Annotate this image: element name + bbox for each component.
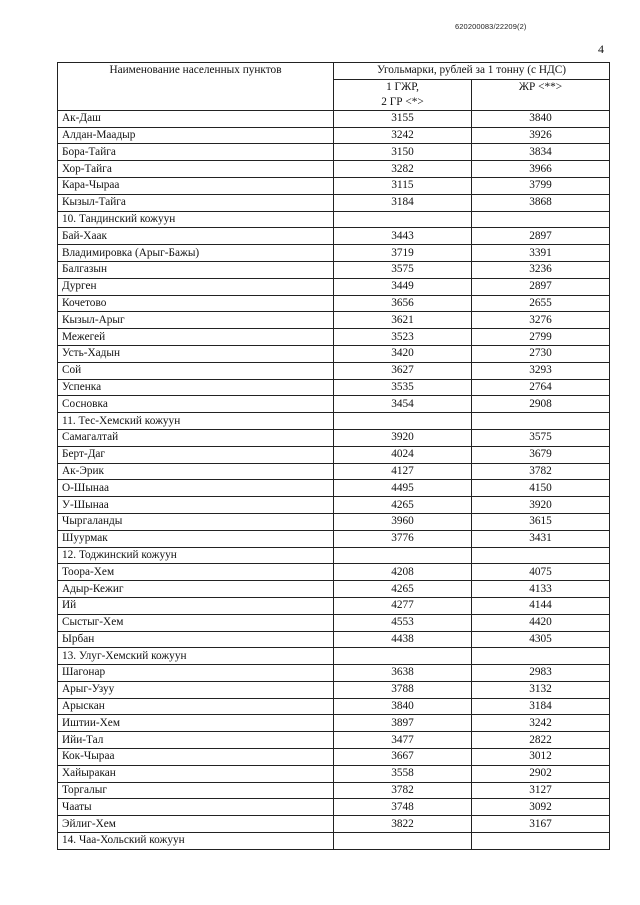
table-row: [58, 144, 610, 161]
settlement-name: Шуурмак: [58, 530, 334, 547]
header-grade-1: [334, 79, 472, 110]
settlement-name: Иштии-Хем: [58, 715, 334, 732]
price-grade-2: 2897: [472, 278, 610, 295]
price-grade-1: 3748: [334, 799, 472, 816]
price-grade-1: 3420: [334, 345, 472, 362]
price-table: [57, 62, 610, 850]
price-grade-1: 4208: [334, 564, 472, 581]
section-row: [58, 833, 610, 850]
price-grade-2: 3834: [472, 144, 610, 161]
settlement-name: Кочетово: [58, 295, 334, 312]
price-grade-1: 3184: [334, 194, 472, 211]
price-grade-1: 3822: [334, 816, 472, 833]
table-row: [58, 765, 610, 782]
table-row: [58, 480, 610, 497]
settlement-name: Владимировка (Арыг-Бажы): [58, 245, 334, 262]
table-row: [58, 429, 610, 446]
empty-cell: [334, 833, 472, 850]
price-grade-2: 4150: [472, 480, 610, 497]
table-row: [58, 245, 610, 262]
table-row: [58, 698, 610, 715]
price-grade-2: 3966: [472, 161, 610, 178]
settlement-name: Сосновка: [58, 396, 334, 413]
table-row: [58, 614, 610, 631]
table-row: [58, 681, 610, 698]
empty-cell: [334, 648, 472, 665]
table-row: [58, 177, 610, 194]
price-grade-2: 3431: [472, 530, 610, 547]
table-row: [58, 127, 610, 144]
price-grade-1: 3627: [334, 362, 472, 379]
settlement-name: Ырбан: [58, 631, 334, 648]
settlement-name: Чыргаланды: [58, 513, 334, 530]
price-grade-2: 2983: [472, 665, 610, 682]
header-settlement-name: Наименование населенных пунктов: [58, 63, 334, 111]
settlement-name: Эйлиг-Хем: [58, 816, 334, 833]
settlement-name: Торгалыг: [58, 782, 334, 799]
page-number: 4: [598, 42, 604, 56]
settlement-name: Алдан-Маадыр: [58, 127, 334, 144]
table-row: [58, 799, 610, 816]
price-grade-2: 3926: [472, 127, 610, 144]
document-id: 620200083/22209(2): [455, 22, 527, 31]
settlement-name: Берт-Даг: [58, 446, 334, 463]
table-row: [58, 161, 610, 178]
section-label: 14. Чаа-Хольский кожуун: [58, 833, 334, 850]
section-label: 13. Улуг-Хемский кожуун: [58, 648, 334, 665]
price-grade-2: 3092: [472, 799, 610, 816]
price-grade-1: 3150: [334, 144, 472, 161]
price-grade-1: 3782: [334, 782, 472, 799]
price-grade-2: 3391: [472, 245, 610, 262]
section-row: [58, 413, 610, 430]
price-grade-2: 3782: [472, 463, 610, 480]
settlement-name: Шагонар: [58, 665, 334, 682]
settlement-name: Межегей: [58, 329, 334, 346]
empty-cell: [334, 547, 472, 564]
price-grade-2: 3276: [472, 312, 610, 329]
price-grade-2: 4305: [472, 631, 610, 648]
price-grade-1: 3443: [334, 228, 472, 245]
empty-cell: [472, 648, 610, 665]
settlement-name: Кок-Чыраа: [58, 749, 334, 766]
price-grade-1: 3719: [334, 245, 472, 262]
price-grade-1: 3449: [334, 278, 472, 295]
price-grade-1: 4265: [334, 581, 472, 598]
price-grade-2: 4144: [472, 597, 610, 614]
empty-cell: [472, 833, 610, 850]
price-grade-2: 3293: [472, 362, 610, 379]
price-grade-1: 4127: [334, 463, 472, 480]
empty-cell: [334, 413, 472, 430]
table-row: [58, 597, 610, 614]
price-grade-1: 3897: [334, 715, 472, 732]
settlement-name: Бора-Тайга: [58, 144, 334, 161]
table-row: [58, 581, 610, 598]
settlement-name: Хор-Тайга: [58, 161, 334, 178]
table-row: [58, 312, 610, 329]
settlement-name: Дурген: [58, 278, 334, 295]
table-row: [58, 782, 610, 799]
price-grade-2: 3184: [472, 698, 610, 715]
table-row: [58, 362, 610, 379]
section-row: [58, 211, 610, 228]
table-row: [58, 816, 610, 833]
settlement-name: Тоора-Хем: [58, 564, 334, 581]
price-grade-2: 3868: [472, 194, 610, 211]
table-row: [58, 396, 610, 413]
settlement-name: Успенка: [58, 379, 334, 396]
section-label: 12. Тоджинский кожуун: [58, 547, 334, 564]
price-grade-1: 3621: [334, 312, 472, 329]
settlement-name: Ак-Даш: [58, 110, 334, 127]
price-grade-1: 3840: [334, 698, 472, 715]
header-grade-1-line1: 1 ГЖР,: [386, 80, 419, 93]
price-grade-2: 3242: [472, 715, 610, 732]
settlement-name: О-Шынаа: [58, 480, 334, 497]
price-grade-2: 2730: [472, 345, 610, 362]
price-grade-1: 3454: [334, 396, 472, 413]
table-row: [58, 513, 610, 530]
price-grade-1: 3535: [334, 379, 472, 396]
price-grade-2: 2897: [472, 228, 610, 245]
table-row: [58, 110, 610, 127]
empty-cell: [472, 413, 610, 430]
price-grade-1: 3155: [334, 110, 472, 127]
price-grade-2: 3236: [472, 261, 610, 278]
price-grade-2: 4420: [472, 614, 610, 631]
price-grade-2: 3575: [472, 429, 610, 446]
price-grade-1: 3242: [334, 127, 472, 144]
price-grade-2: 4133: [472, 581, 610, 598]
price-grade-2: 3127: [472, 782, 610, 799]
price-grade-1: 4024: [334, 446, 472, 463]
header-coal-price: Угольмарки, рублей за 1 тонну (с НДС): [334, 63, 610, 80]
price-grade-1: 4265: [334, 497, 472, 514]
price-grade-2: 3920: [472, 497, 610, 514]
empty-cell: [334, 211, 472, 228]
price-grade-1: 3667: [334, 749, 472, 766]
settlement-name: Усть-Хадын: [58, 345, 334, 362]
table-row: [58, 715, 610, 732]
price-grade-2: 3132: [472, 681, 610, 698]
price-grade-2: 4075: [472, 564, 610, 581]
price-grade-2: 2655: [472, 295, 610, 312]
price-grade-1: 3523: [334, 329, 472, 346]
price-grade-2: 2764: [472, 379, 610, 396]
settlement-name: У-Шынаа: [58, 497, 334, 514]
price-grade-1: 3638: [334, 665, 472, 682]
settlement-name: Кара-Чыраа: [58, 177, 334, 194]
section-row: [58, 547, 610, 564]
settlement-name: Кызыл-Тайга: [58, 194, 334, 211]
price-grade-2: 3679: [472, 446, 610, 463]
empty-cell: [472, 211, 610, 228]
header-grade-2: ЖР <**>: [472, 79, 610, 110]
price-grade-1: 3920: [334, 429, 472, 446]
settlement-name: Арыг-Узуу: [58, 681, 334, 698]
settlement-name: Адыр-Кежиг: [58, 581, 334, 598]
price-grade-2: 3012: [472, 749, 610, 766]
price-grade-2: 2822: [472, 732, 610, 749]
table-row: [58, 295, 610, 312]
price-grade-1: 3575: [334, 261, 472, 278]
settlement-name: Ийи-Тал: [58, 732, 334, 749]
price-grade-2: 3840: [472, 110, 610, 127]
price-grade-2: 3799: [472, 177, 610, 194]
empty-cell: [472, 547, 610, 564]
settlement-name: Хайыракан: [58, 765, 334, 782]
table-row: [58, 463, 610, 480]
price-grade-1: 3656: [334, 295, 472, 312]
price-grade-1: 3558: [334, 765, 472, 782]
settlement-name: Самагалтай: [58, 429, 334, 446]
table-row: [58, 446, 610, 463]
settlement-name: Бай-Хаак: [58, 228, 334, 245]
table-row: [58, 732, 610, 749]
table-row: [58, 345, 610, 362]
price-grade-1: 3776: [334, 530, 472, 547]
table-row: [58, 530, 610, 547]
table-row: [58, 749, 610, 766]
price-grade-1: 3477: [334, 732, 472, 749]
price-grade-1: 3960: [334, 513, 472, 530]
price-grade-1: 3282: [334, 161, 472, 178]
settlement-name: Сыстыг-Хем: [58, 614, 334, 631]
section-label: 11. Тес-Хемский кожуун: [58, 413, 334, 430]
price-grade-2: 3615: [472, 513, 610, 530]
table-row: [58, 631, 610, 648]
table-row: [58, 261, 610, 278]
settlement-name: Кызыл-Арыг: [58, 312, 334, 329]
table-row: [58, 228, 610, 245]
price-grade-2: 2908: [472, 396, 610, 413]
table-header: [58, 63, 610, 111]
header-grade-1-line2: 2 ГР <*>: [381, 95, 424, 108]
price-grade-2: 2902: [472, 765, 610, 782]
table-row: [58, 194, 610, 211]
settlement-name: Балгазын: [58, 261, 334, 278]
price-grade-2: 3167: [472, 816, 610, 833]
settlement-name: Арыскан: [58, 698, 334, 715]
table-body: [58, 110, 610, 849]
price-grade-1: 3115: [334, 177, 472, 194]
table-row: [58, 497, 610, 514]
section-row: [58, 648, 610, 665]
settlement-name: Чааты: [58, 799, 334, 816]
settlement-name: Ак-Эрик: [58, 463, 334, 480]
price-grade-1: 4553: [334, 614, 472, 631]
price-grade-1: 3788: [334, 681, 472, 698]
price-grade-1: 4277: [334, 597, 472, 614]
section-label: 10. Тандинский кожуун: [58, 211, 334, 228]
table-row: [58, 379, 610, 396]
settlement-name: Сой: [58, 362, 334, 379]
price-grade-1: 4438: [334, 631, 472, 648]
table-row: [58, 665, 610, 682]
table-row: [58, 278, 610, 295]
table-row: [58, 329, 610, 346]
settlement-name: Ий: [58, 597, 334, 614]
price-grade-2: 2799: [472, 329, 610, 346]
table-row: [58, 564, 610, 581]
price-grade-1: 4495: [334, 480, 472, 497]
